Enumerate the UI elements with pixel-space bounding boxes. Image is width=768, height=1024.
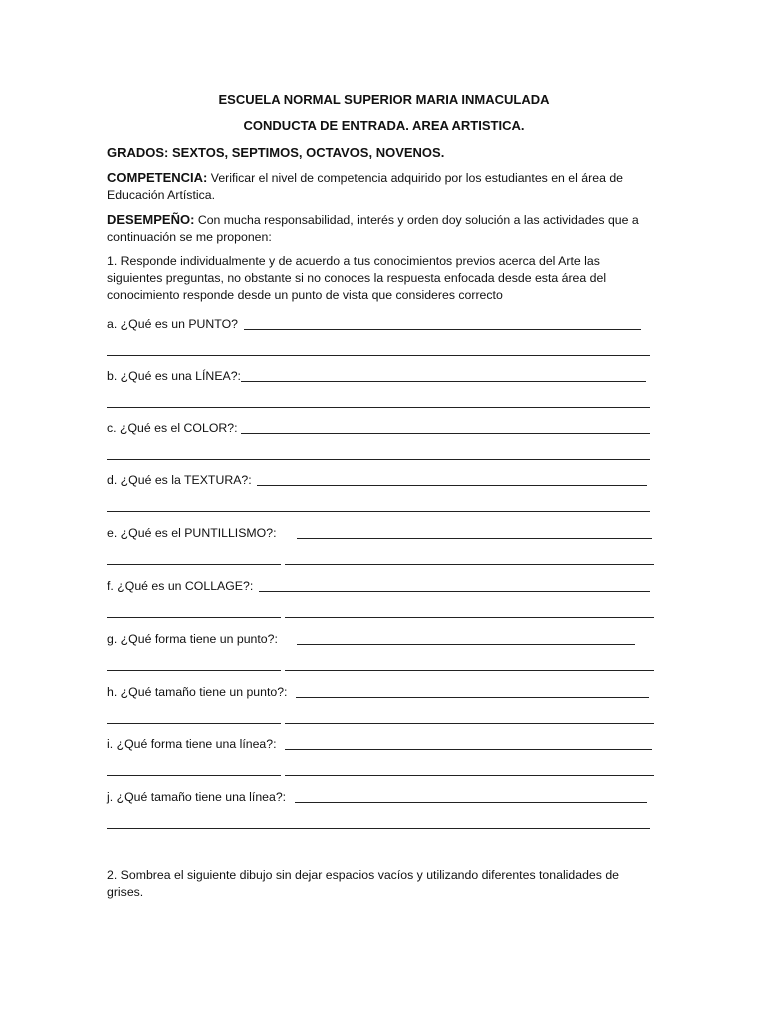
answer-line-i-2a[interactable] — [107, 775, 281, 776]
answer-line-a-2[interactable] — [107, 355, 650, 356]
answer-line-g-2a[interactable] — [107, 670, 281, 671]
answer-line-i-1[interactable] — [285, 749, 652, 750]
answer-line-f-2b[interactable] — [285, 617, 654, 618]
answer-line-f-2a[interactable] — [107, 617, 281, 618]
question-j: j. ¿Qué tamaño tiene una línea?: — [107, 790, 287, 804]
answer-line-g-2b[interactable] — [285, 670, 654, 671]
answer-line-b-2[interactable] — [107, 407, 650, 408]
answer-line-c-1[interactable] — [241, 433, 650, 434]
desempeno-label: DESEMPEÑO: — [107, 212, 195, 227]
answer-line-d-2[interactable] — [107, 511, 650, 512]
answer-line-g-1[interactable] — [297, 644, 635, 645]
answer-line-a-1[interactable] — [244, 329, 641, 330]
question-a: a. ¿Qué es un PUNTO? — [107, 317, 238, 331]
answer-line-h-1[interactable] — [296, 697, 649, 698]
worksheet-subtitle: CONDUCTA DE ENTRADA. AREA ARTISTICA. — [243, 118, 525, 133]
answer-line-j-2[interactable] — [107, 828, 650, 829]
answer-line-h-2a[interactable] — [107, 723, 281, 724]
answer-line-e-2a[interactable] — [107, 564, 281, 565]
answer-line-j-1[interactable] — [295, 802, 647, 803]
answer-line-i-2b[interactable] — [285, 775, 654, 776]
school-title: ESCUELA NORMAL SUPERIOR MARIA INMACULADA — [218, 92, 550, 107]
question-d: d. ¿Qué es la TEXTURA?: — [107, 473, 252, 487]
question-h: h. ¿Qué tamaño tiene un punto?: — [107, 685, 288, 699]
question-i: i. ¿Qué forma tiene una línea?: — [107, 737, 277, 751]
instruction-1: 1. Responde individualmente y de acuerdo a tus conocimientos previos acerca del Arte las siguientes preguntas, no obstante si no conoces la respuesta enfocada desde esta área del conocimiento responde desde un punto de vista que consideres correcto — [107, 254, 607, 302]
competencia-paragraph — [107, 169, 647, 204]
instruction-2: 2. Sombrea el siguiente dibujo sin dejar espacios vacíos y utilizando diferentes tonalidades de grises. — [107, 868, 620, 899]
answer-line-d-1[interactable] — [257, 485, 647, 486]
answer-line-h-2b[interactable] — [285, 723, 654, 724]
grades-line: GRADOS: SEXTOS, SEPTIMOS, OCTAVOS, NOVENOS. — [107, 145, 445, 160]
desempeno-text: Con mucha responsabilidad, interés y orden doy solución a las actividades que a continuación se me proponen: — [107, 213, 639, 244]
desempeno-paragraph — [107, 211, 647, 246]
question-g: g. ¿Qué forma tiene un punto?: — [107, 632, 278, 646]
question-f: f. ¿Qué es un COLLAGE?: — [107, 579, 254, 593]
question-b: b. ¿Qué es una LÍNEA?: — [107, 369, 241, 383]
competencia-text: Verificar el nivel de competencia adquirido por los estudiantes en el área de Educación Artística. — [107, 171, 624, 202]
answer-line-e-1[interactable] — [297, 538, 652, 539]
question-e: e. ¿Qué es el PUNTILLISMO?: — [107, 526, 277, 540]
answer-line-e-2b[interactable] — [285, 564, 654, 565]
answer-line-b-1[interactable] — [241, 381, 646, 382]
answer-line-c-2[interactable] — [107, 459, 650, 460]
answer-line-f-1[interactable] — [259, 591, 650, 592]
question-c: c. ¿Qué es el COLOR?: — [107, 421, 238, 435]
competencia-label: COMPETENCIA: — [107, 170, 208, 185]
